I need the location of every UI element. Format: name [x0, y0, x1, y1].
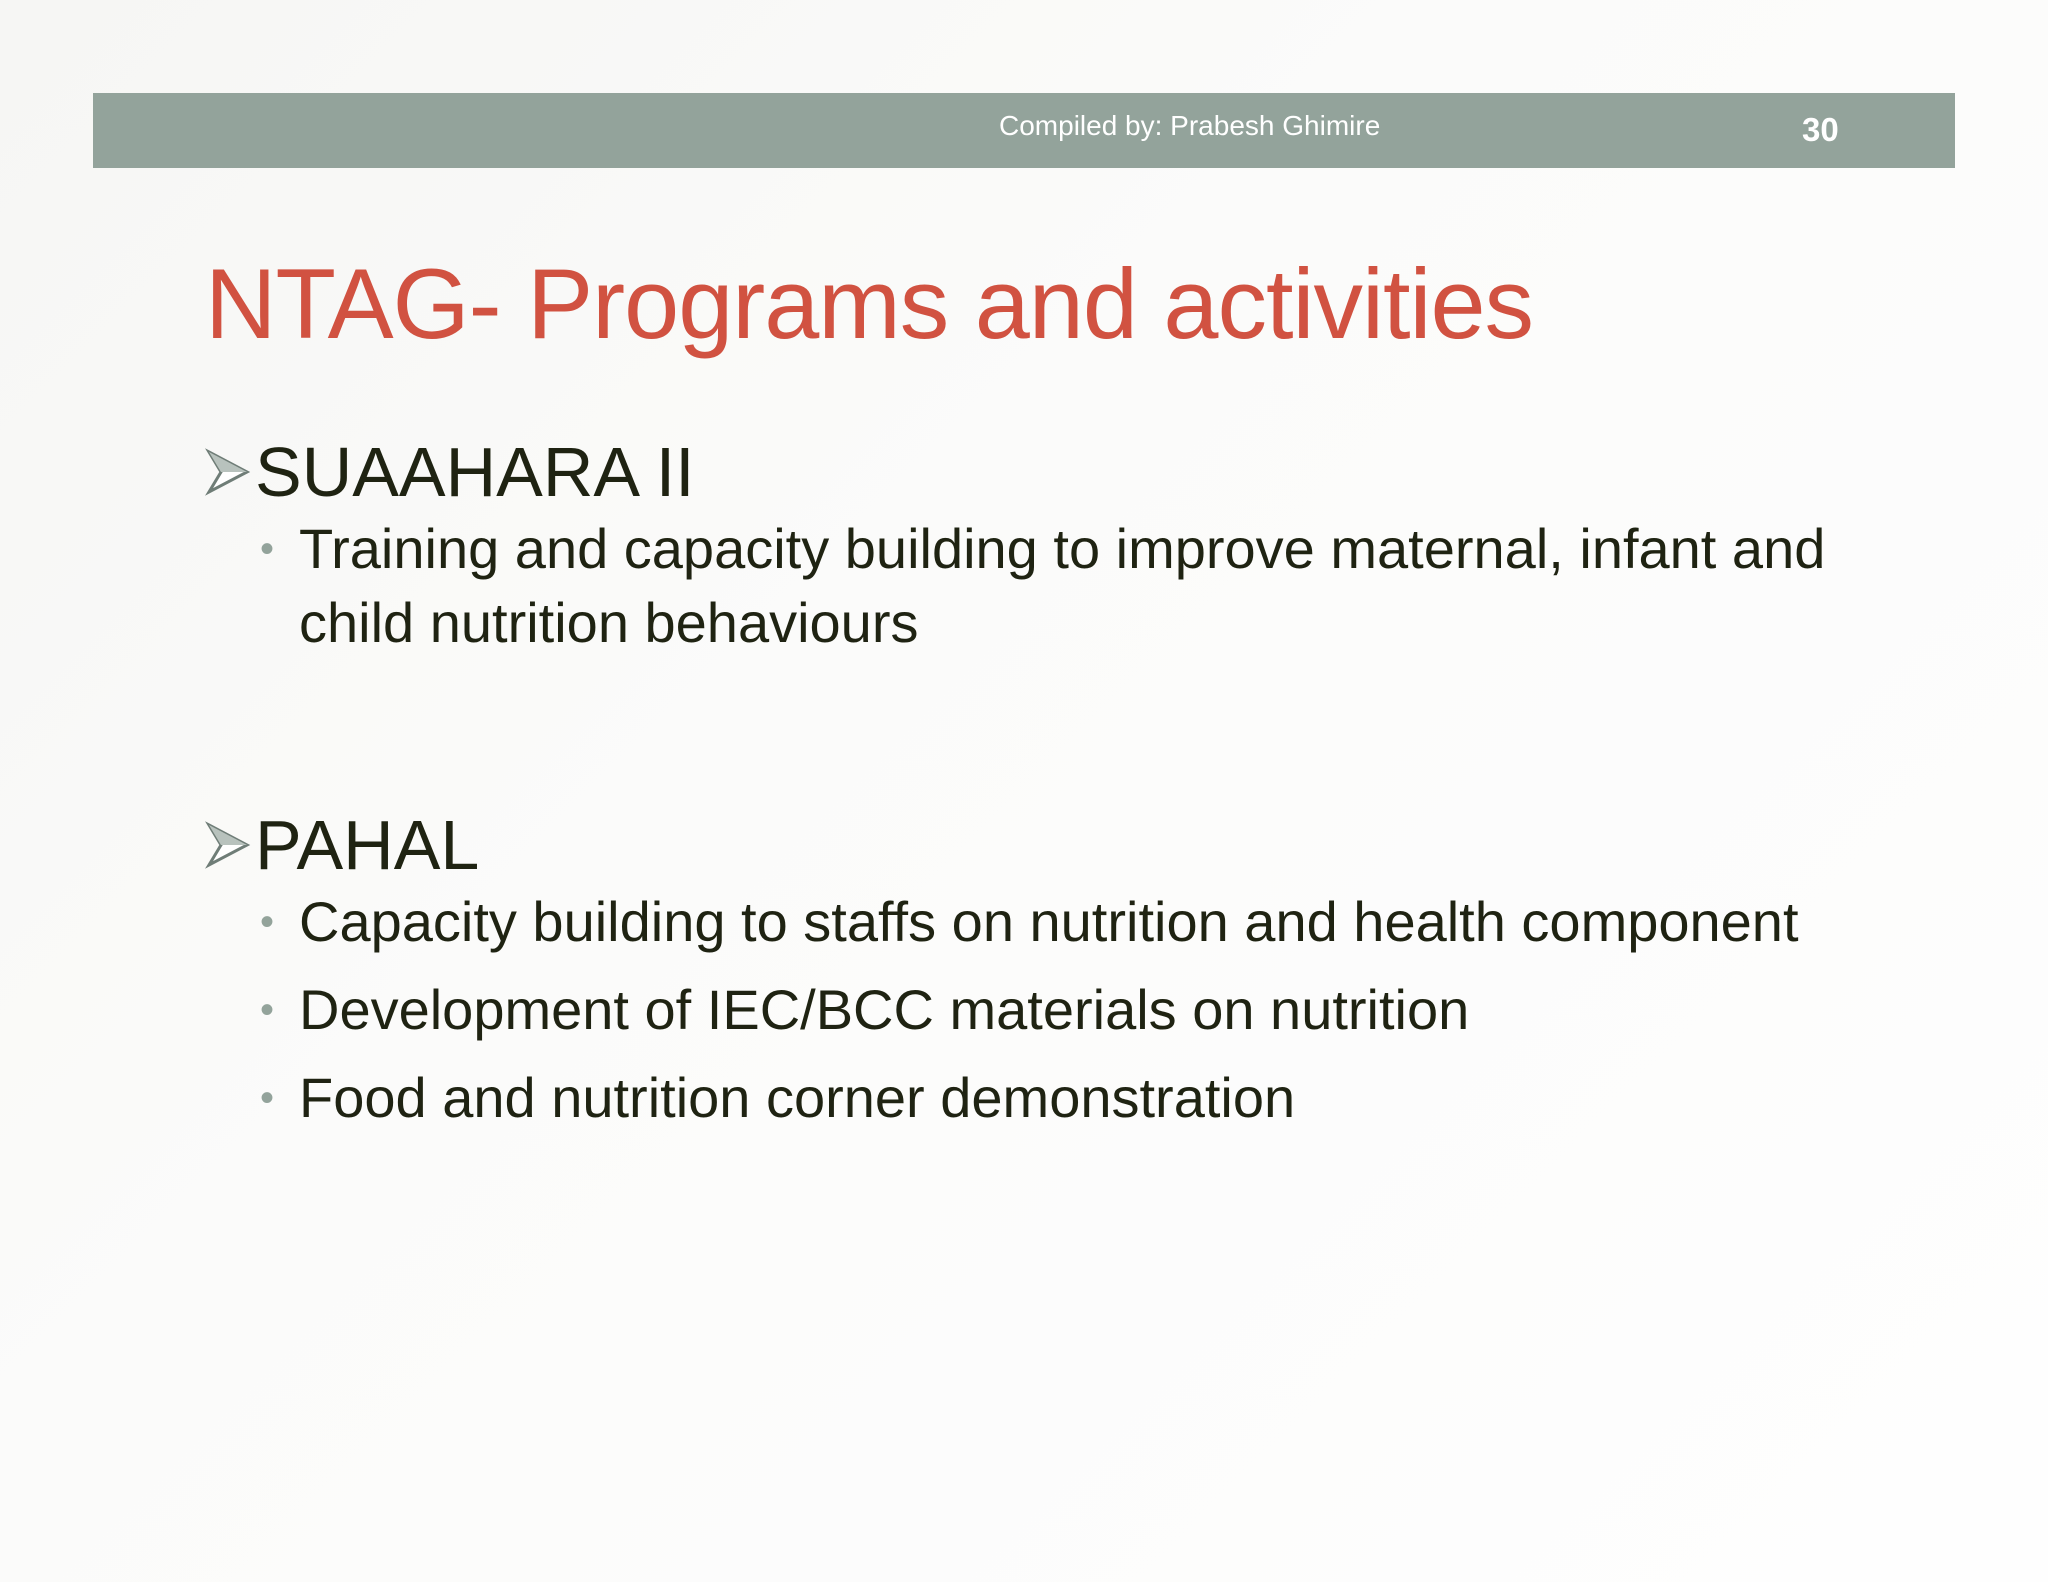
page-number: 30 — [1802, 111, 1839, 148]
bullet-dot: • — [260, 900, 275, 944]
list-item-text: Food and nutrition corner demonstration — [299, 1066, 1296, 1129]
list-item-text: Capacity building to staffs on nutrition and health component — [299, 890, 1799, 953]
list-item-text: Training and capacity building to improve maternal, infant and child nutrition behaviours — [299, 517, 1826, 654]
section-suaahara — [205, 432, 1826, 660]
section-label: SUAAHARA II — [255, 433, 695, 511]
bullet-dot: • — [260, 1076, 275, 1120]
list-item — [205, 885, 1849, 959]
section-pahal — [205, 805, 1805, 1135]
bullet-dot: • — [260, 988, 275, 1032]
list-item-text: Development of IEC/BCC materials on nutrition — [299, 978, 1470, 1041]
arrow-bullet-icon — [205, 442, 251, 502]
slide-title: NTAG- Programs and activities — [205, 248, 1534, 359]
section-heading — [205, 432, 1805, 512]
list-item — [205, 1061, 1849, 1135]
section-heading — [205, 805, 1805, 885]
section-label: PAHAL — [255, 806, 480, 884]
list-item — [205, 512, 1849, 660]
bullet-dot: • — [260, 527, 275, 571]
header-credit: Compiled by: Prabesh Ghimire — [999, 110, 1381, 141]
arrow-bullet-icon — [205, 815, 251, 875]
list-item — [205, 973, 1849, 1047]
